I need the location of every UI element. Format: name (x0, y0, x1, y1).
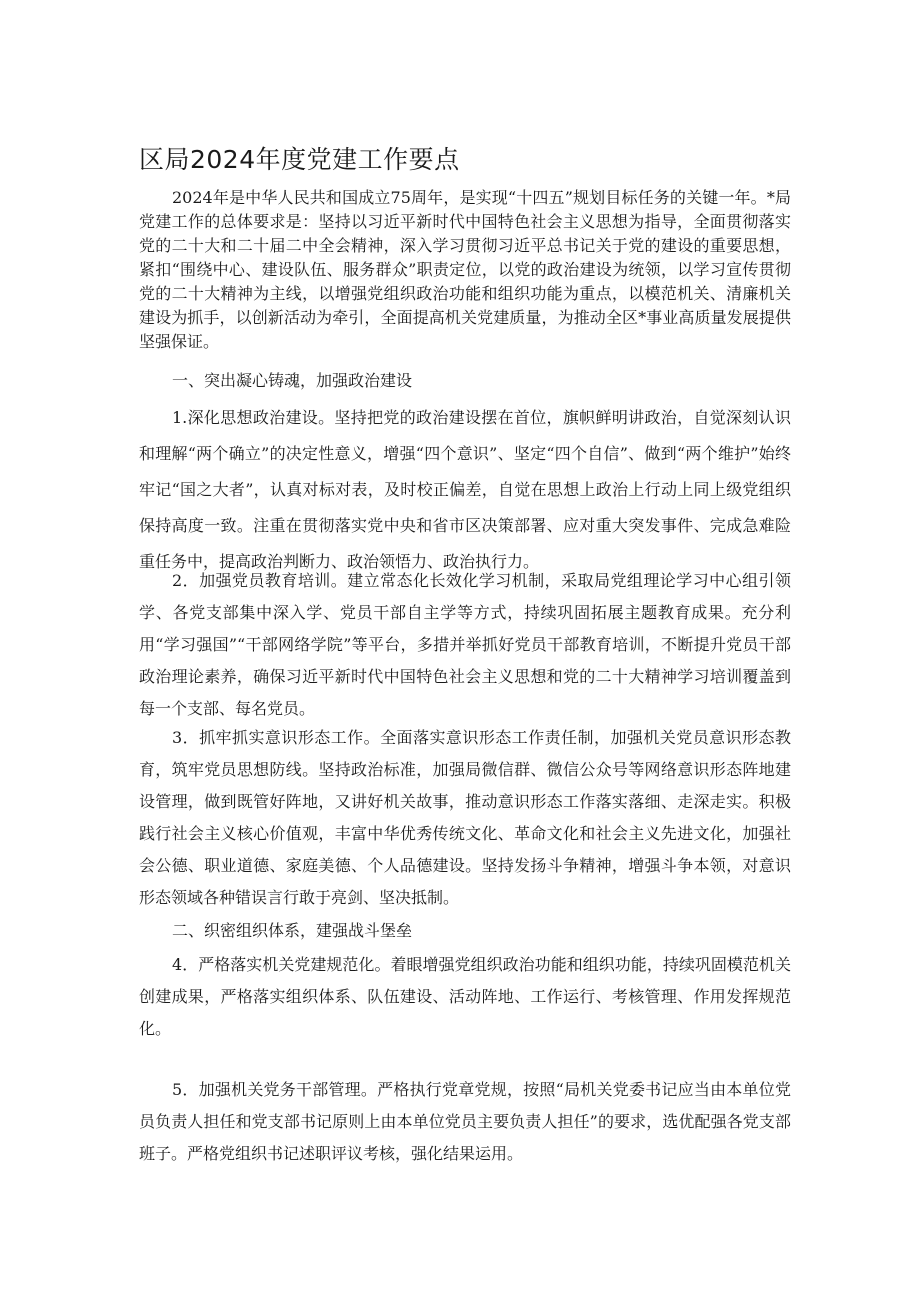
item-3-paragraph: 3．抓牢抓实意识形态工作。全面落实意识形态工作责任制，加强机关党员意识形态教育，筑牢党员思想防线。坚持政治标准，加强局微信群、微信公众号等网络意识形态阵地建设管理，做到既管好阵地，又讲好机关故事，推动意识形态工作落实落细、走深走实。积极践行社会主义核心价值观，丰富中华优秀传统文化、革命文化和社会主义先进文化，加强社会公德、职业道德、家庭美德、个人品德建设。坚持发扬斗争精神，增强斗争本领，对意识形态领域各种错误言行敢于亮剑、坚决抵制。 (139, 728, 791, 907)
document-title: 区局2024年度党建工作要点 (139, 145, 460, 174)
item-1-paragraph: 1.深化思想政治建设。坚持把党的政治建设摆在首位，旗帜鲜明讲政治，自觉深刻认识和理解“两个确立”的决定性意义，增强“四个意识”、坚定“四个自信”、做到“两个维护”始终牢记“国之大者”，认真对标对表，及时校正偏差，自觉在思想上政治上行动上同上级党组织保持高度一致。注重在贯彻落实党中央和省市区决策部署、应对重大突发事件、完成急难险重任务中，提高政治判断力、政治领悟力、政治执行力。 (139, 408, 791, 571)
intro-paragraph: 2024年是中华人民共和国成立75周年，是实现“十四五”规划目标任务的关键一年。*局党建工作的总体要求是：坚持以习近平新时代中国特色社会主义思想为指导，全面贯彻落实党的二十大和二十届二中全会精神，深入学习贯彻习近平总书记关于党的建设的重要思想，紧扣“围绕中心、建设队伍、服务群众”职责定位，以党的政治建设为统领，以学习宣传贯彻党的二十大精神为主线，以增强党组织政治功能和组织功能为重点，以模范机关、清廉机关建设为抓手，以创新活动为牵引，全面提高机关党建质量，为推动全区*事业高质量发展提供坚强保证。 (139, 188, 791, 351)
section-heading-political-building: 一、突出凝心铸魂，加强政治建设 (172, 371, 413, 390)
item-2-paragraph: 2．加强党员教育培训。建立常态化长效化学习机制，采取局党组理论学习中心组引领学、各党支部集中深入学、党员干部自主学等方式，持续巩固拓展主题教育成果。充分利用“学习强国”“干部网络学院”等平台，多措并举抓好党员干部教育培训，不断提升党员干部政治理论素养，确保习近平新时代中国特色社会主义思想和党的二十大精神学习培训覆盖到每一个支部、每名党员。 (139, 571, 791, 718)
item-4-paragraph: 4．严格落实机关党建规范化。着眼增强党组织政治功能和组织功能，持续巩固模范机关创建成果，严格落实组织体系、队伍建设、活动阵地、工作运行、考核管理、作用发挥规范化。 (139, 955, 791, 1038)
item-5-paragraph: 5．加强机关党务干部管理。严格执行党章党规，按照“局机关党委书记应当由本单位党员负责人担任和党支部书记原则上由本单位党员主要负责人担任”的要求，选优配强各党支部班子。严格党组织书记述职评议考核，强化结果运用。 (139, 1080, 791, 1163)
section-heading-organization-system: 二、织密组织体系，建强战斗堡垒 (172, 921, 413, 940)
